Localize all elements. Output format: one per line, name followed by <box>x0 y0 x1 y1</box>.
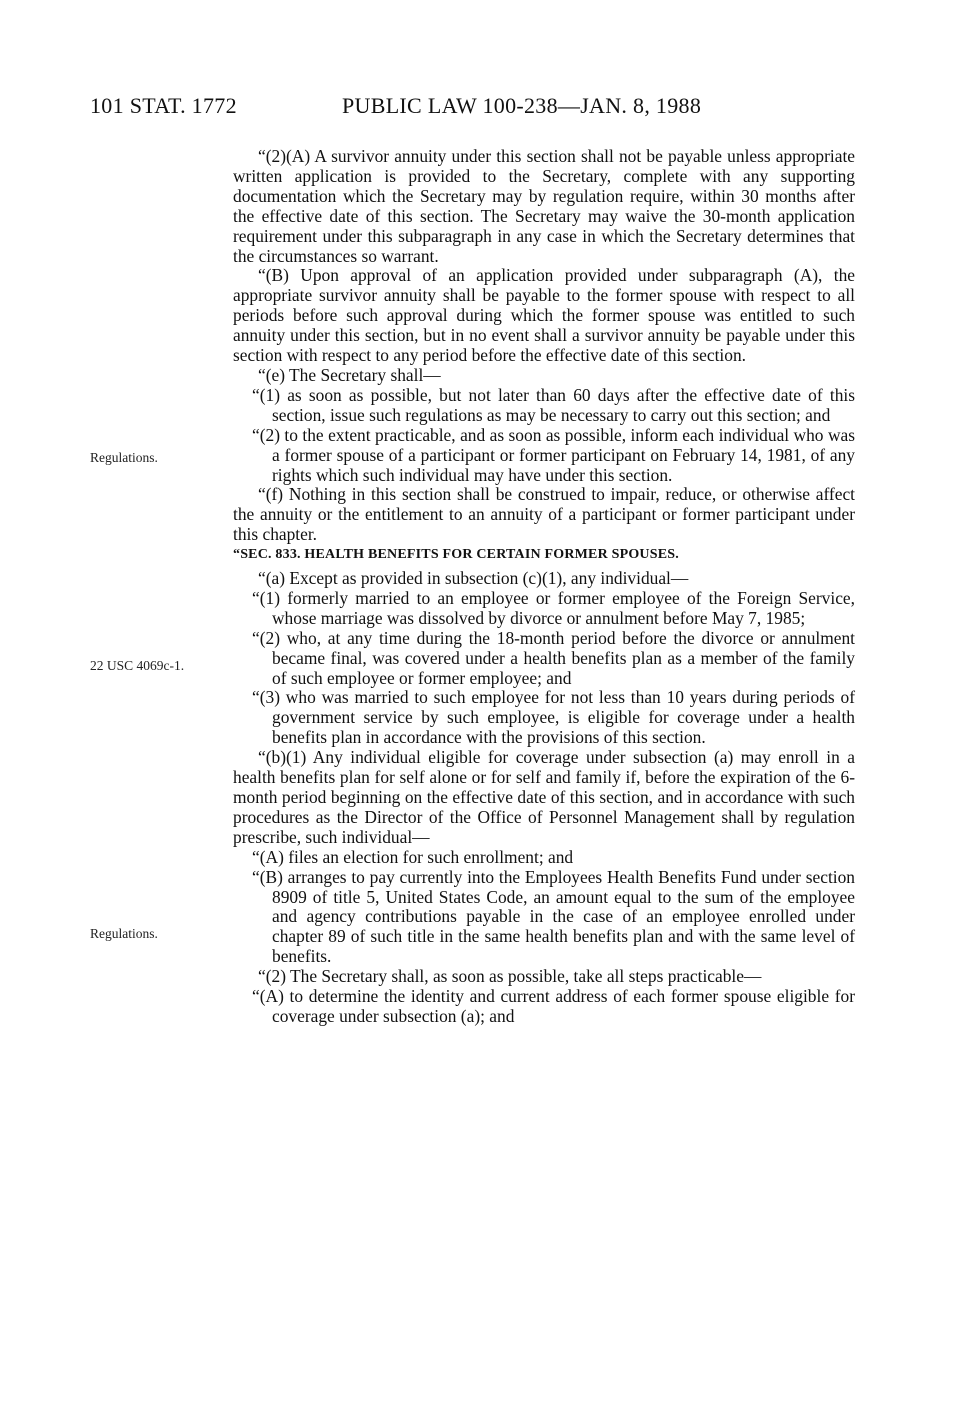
paragraph: “(1) formerly married to an employee or former employee of the Foreign Service, whose marriage was dissolved by divorce or annulment before May 7, 1985; <box>252 587 855 628</box>
paragraph: “(b)(1) Any individual eligible for coverage under subsection (a) may enroll in a health benefits plan for self alone or for self and family if, before the expiration of the 6-month period beginning on the effective date of this section, and in accordance with such procedures as the Director of the Office of Personnel Management shall by regulation prescribe, such individual— <box>233 747 855 847</box>
statute-text <box>233 147 855 1027</box>
section-heading: “SEC. 833. HEALTH BENEFITS FOR CERTAIN FORMER SPOUSES. <box>233 547 679 563</box>
law-title: PUBLIC LAW 100-238—JAN. 8, 1988 <box>342 93 702 118</box>
paragraph: “(2)(A) A survivor annuity under this section shall not be payable unless appropriate written application is provided to the Secretary, complete with any supporting documentation which the Secretary may by regulation require, within 30 months after the effective date of this section. The Secretary may waive the 30-month application requirement under this subparagraph in any case in which the Secretary determines that the circumstances so warrant. <box>233 146 855 266</box>
page-reference: 101 STAT. 1772 <box>90 93 237 118</box>
paragraph: “(A) files an election for such enrollment; and <box>252 846 574 867</box>
paragraph: “(2) to the extent practicable, and as soon as possible, inform each individual who was a former spouse of a participant or former participant on February 14, 1981, of any rights which such individual may have under this section. <box>252 424 855 485</box>
margin-note-usc-citation: 22 USC 4069c-1. <box>90 658 185 673</box>
paragraph: “(3) who was married to such employee for not less than 10 years during periods of government service by such employee, is eligible for coverage under a health benefits plan in accordance with the provisions of this section. <box>252 687 855 748</box>
paragraph: “(B) Upon approval of an application provided under subparagraph (A), the appropriate survivor annuity shall be payable to the former spouse with respect to all periods before such approval during which the former spouse was entitled to such annuity under this section, but in no event shall a survivor annuity be payable under this section with respect to any period before the effective date of this section. <box>233 265 855 366</box>
margin-note-regulations: Regulations. <box>90 450 158 465</box>
paragraph: “(2) who, at any time during the 18-month period before the divorce or annulment became final, was covered under a health benefits plan as a member of the family of such employee or former employee; and <box>252 627 855 688</box>
paragraph: “(A) to determine the identity and current address of each former spouse eligible for coverage under subsection (a); and <box>252 986 855 1026</box>
page-header <box>90 93 702 119</box>
paragraph: “(e) The Secretary shall— <box>258 364 441 385</box>
paragraph: “(2) The Secretary shall, as soon as possible, take all steps practicable— <box>258 966 762 987</box>
paragraph: “(f) Nothing in this section shall be construed to impair, reduce, or otherwise affect the annuity or the entitlement to an annuity of a participant or former participant under this chapter. <box>233 484 855 545</box>
paragraph: “(a) Except as provided in subsection (c)(1), any individual— <box>258 568 689 589</box>
margin-note-regulations: Regulations. <box>90 926 158 941</box>
paragraph: “(B) arranges to pay currently into the Employees Health Benefits Fund under section 8909 of title 5, United States Code, an amount equal to the sum of the employee and agency contributions payable in the case of an employee enrolled under chapter 89 of such title in the same health benefits plan and with the same level of benefits. <box>252 866 855 967</box>
paragraph: “(1) as soon as possible, but not later than 60 days after the effective date of this section, issue such regulations as may be necessary to carry out this section; and <box>252 384 855 425</box>
